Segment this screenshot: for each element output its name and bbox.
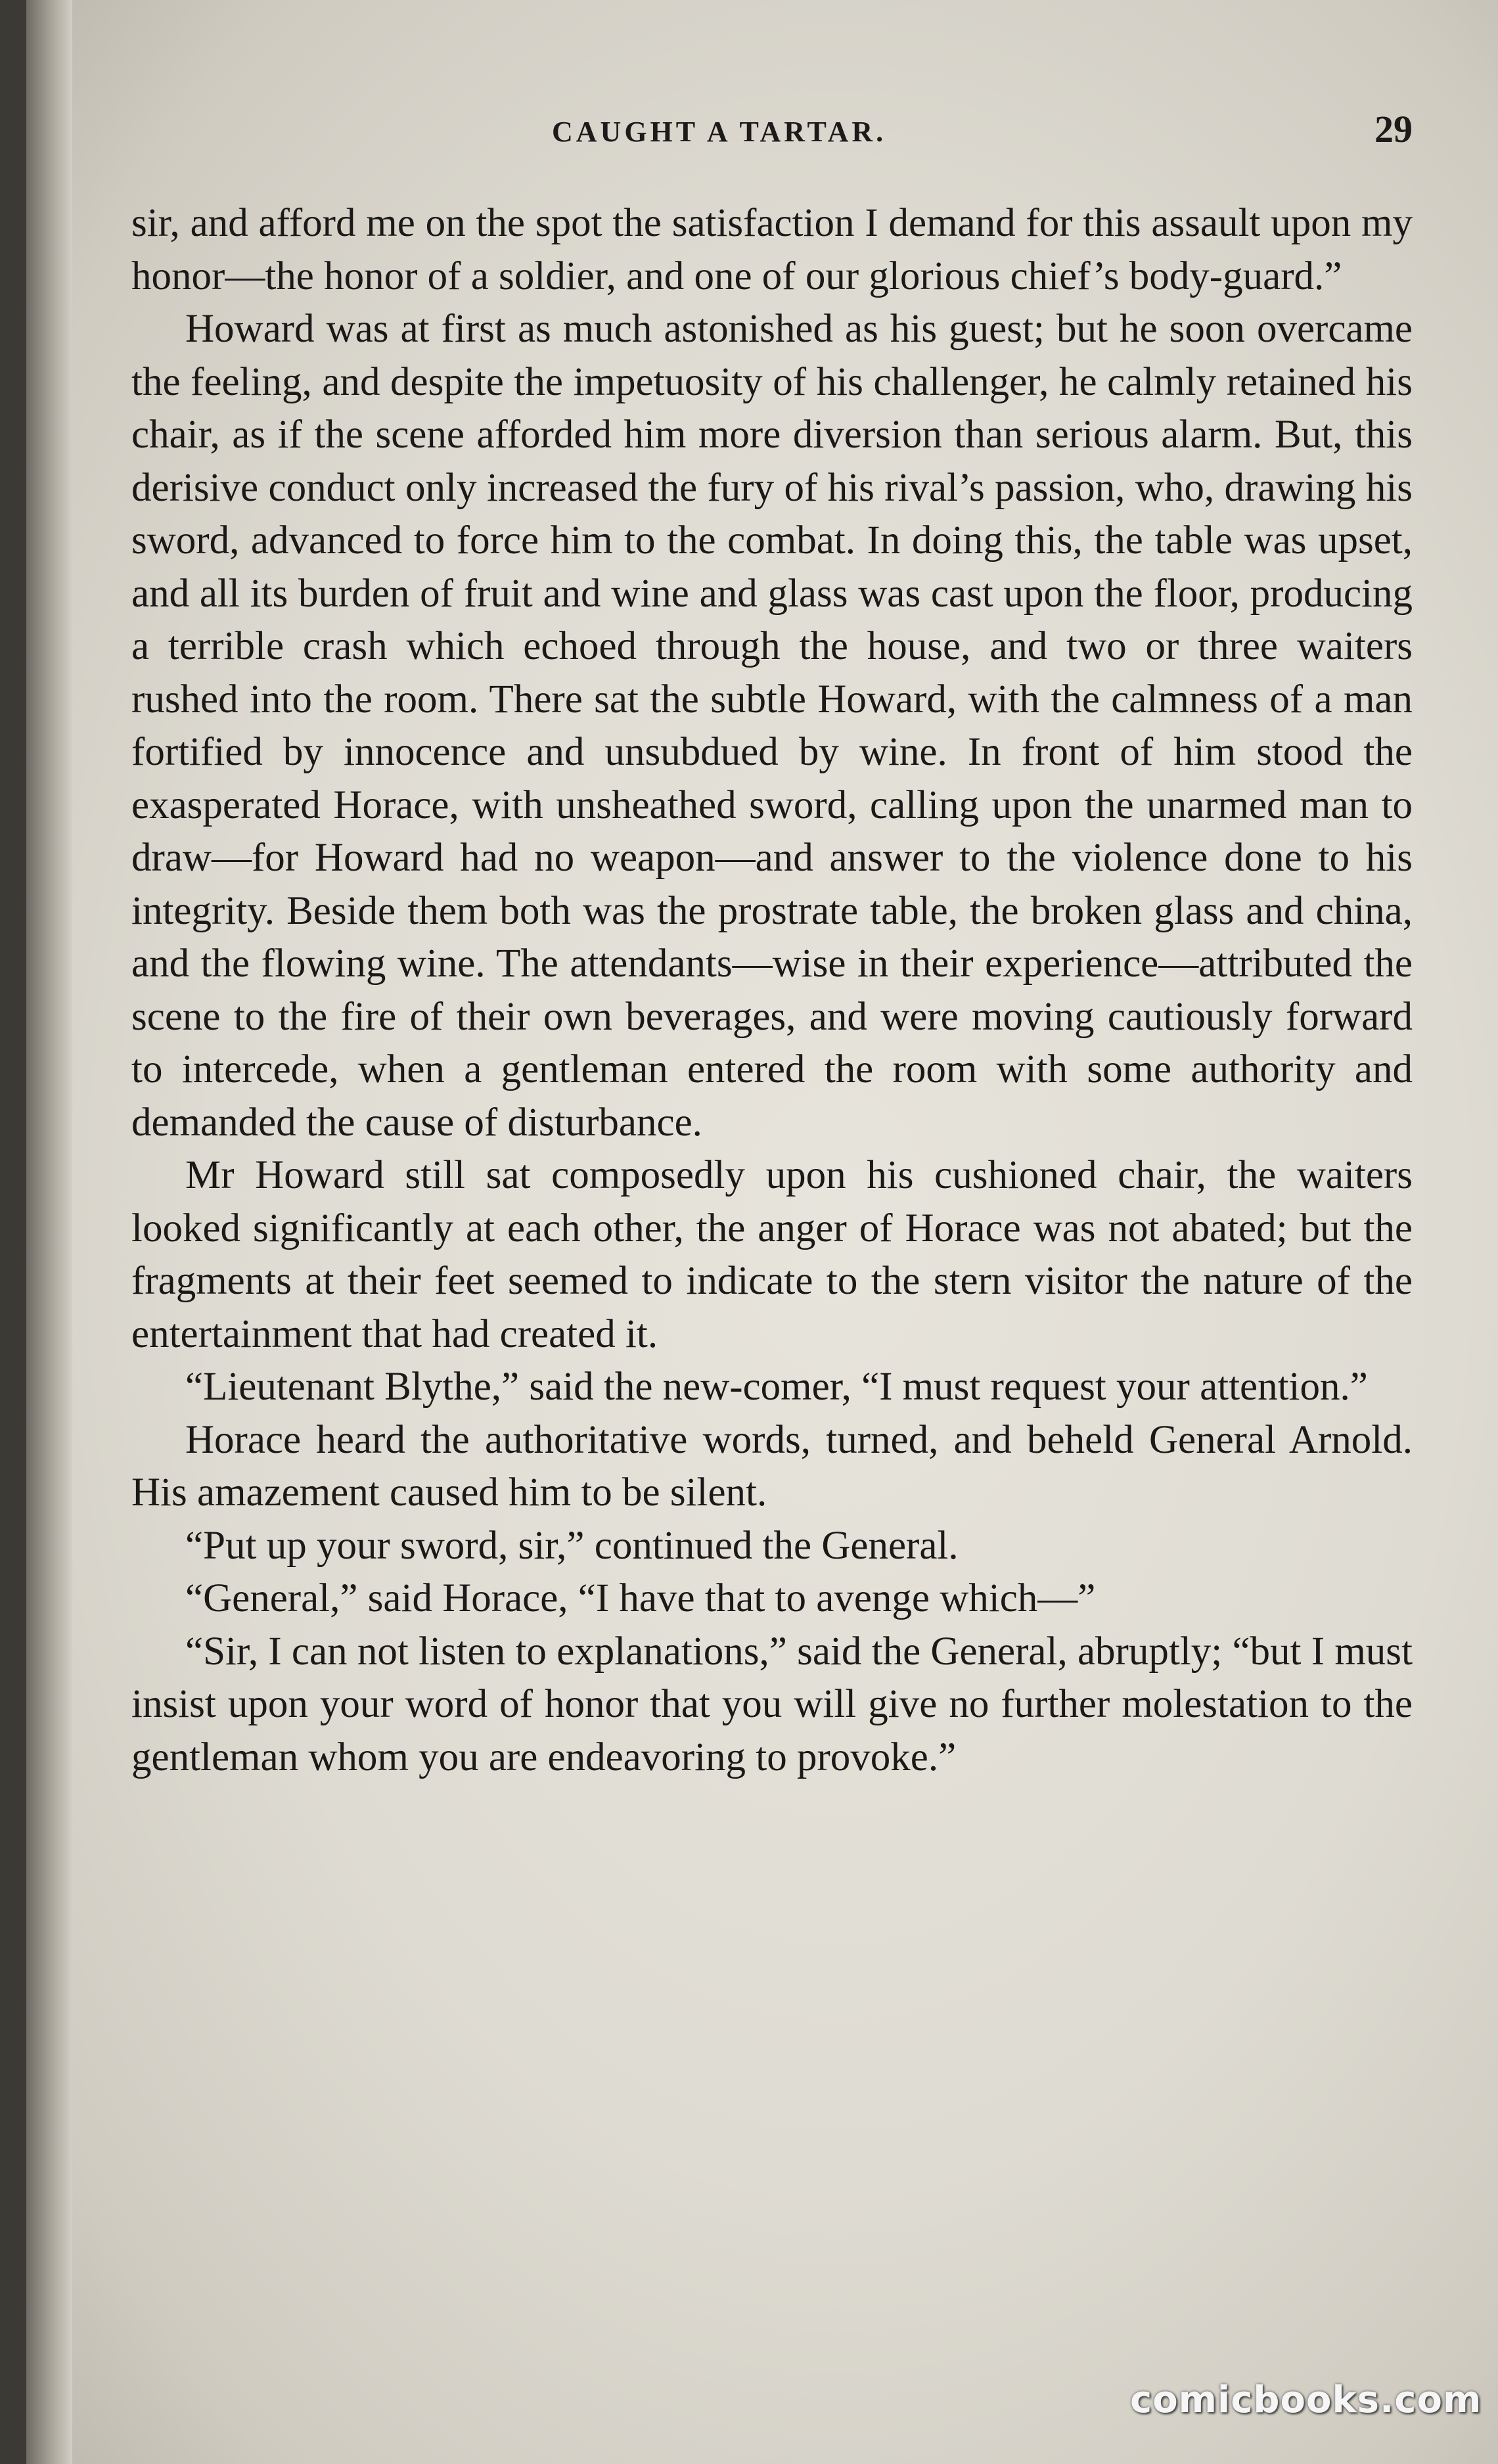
paragraph-8: “Sir, I can not listen to explanations,” said the General, abruptly; “but I must insist upon your word of honor that you will give no further molestation to the gentleman whom you are endeavoring to provoke.” xyxy=(131,1629,1413,1779)
page-gutter xyxy=(26,0,72,2464)
book-page xyxy=(26,0,1498,2464)
paragraph-3: Mr Howard still sat composedly upon his cushioned chair, the waiters looked significantly at each other, the anger of Horace was not abated; but the fragments at their feet seemed to indicate to the stern visitor the nature of the entertainment that had created it. xyxy=(131,1153,1413,1356)
running-title: CAUGHT A TARTAR. xyxy=(552,116,887,148)
running-head xyxy=(112,108,1426,168)
body-text xyxy=(131,197,1413,1784)
watermark: comicbooks.com xyxy=(1130,2379,1482,2421)
paragraph-5: Horace heard the authoritative words, turned, and beheld General Arnold. His amazement caused him to be silent. xyxy=(131,1417,1413,1515)
paragraph-6: “Put up your sword, sir,” continued the General. xyxy=(185,1523,959,1568)
paragraph-1: sir, and afford me on the spot the satisfaction I demand for this assault upon my honor—the honor of a soldier, and one of our glorious chief’s body-guard.” xyxy=(131,201,1413,298)
paragraph-7: “General,” said Horace, “I have that to avenge which—” xyxy=(185,1576,1096,1620)
paragraph-2: Howard was at first as much astonished as his guest; but he soon overcame the feeling, and despite the impetuosity of his challenger, he calmly retained his chair, as if the scene afforded him more diversion than serious alarm. But, this derisive conduct only increased the fury of his rival’s passion, who, drawing his sword, advanced to force him to the combat. In doing this, the table was upset, and all its burden of fruit and wine and glass was cast upon the floor, producing a terrible crash which echoed through the house, and two or three waiters rushed into the room. There sat the subtle Howard, with the calmness of a man fortified by innocence and unsubdued by wine. In front of him stood the exasperated Horace, with unsheathed sword, calling upon the unarmed man to draw—for Howard had no weapon—and answer to the violence done to his integrity. Beside them both was the prostrate table, the broken glass and china, and the flowing wine. The attendants—wise in their experience—attributed the scene to the fire of their own beverages, and were moving cautiously forward to intercede, when a gentleman entered the room with some authority and demanded the cause of disturbance. xyxy=(131,307,1413,1145)
page-number: 29 xyxy=(1374,108,1413,150)
paragraph-4: “Lieutenant Blythe,” said the new-comer, “I must request your attention.” xyxy=(185,1365,1368,1409)
